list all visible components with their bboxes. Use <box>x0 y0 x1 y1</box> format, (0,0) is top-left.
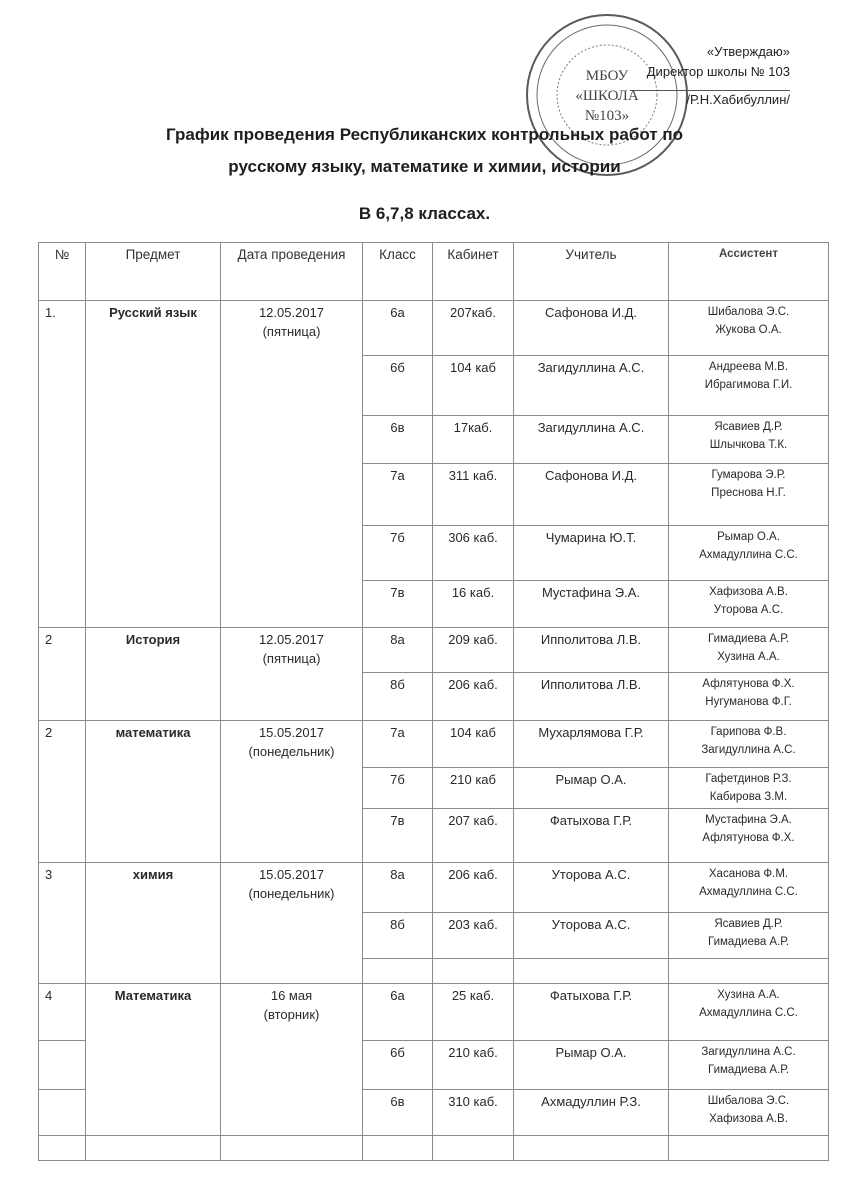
row-number: 2 <box>39 721 86 863</box>
assistant-name: Загидуллина А.С. <box>701 744 796 756</box>
empty-cell <box>669 1136 829 1161</box>
assistant-name: Гумарова Э.Р. <box>711 469 786 481</box>
teacher-cell: Фатыхова Г.Р. <box>514 984 669 1041</box>
teacher-cell: Ипполитова Л.В. <box>514 628 669 673</box>
assistant-name: Гимадиева А.Р. <box>708 1064 789 1076</box>
room-cell: 210 каб <box>433 768 514 809</box>
assistant-name: Ахмадуллина С.С. <box>699 886 798 898</box>
stamp-line-2: «ШКОЛА <box>575 88 639 104</box>
room-cell: 209 каб. <box>433 628 514 673</box>
teacher-cell: Фатыхова Г.Р. <box>514 809 669 863</box>
class-cell: 8а <box>363 628 433 673</box>
table-row <box>39 863 829 913</box>
assistants-cell <box>669 356 829 416</box>
assistant-name: Шибалова Э.С. <box>707 1095 790 1107</box>
assistant-name: Ясавиев Д.Р. <box>714 421 783 433</box>
row-number <box>39 1041 86 1090</box>
date-cell <box>221 984 363 1136</box>
room-cell: 206 каб. <box>433 863 514 913</box>
date-line: (вторник) <box>263 1007 320 1022</box>
approval-signature: /Р.Н.Хабибуллин/ <box>686 92 790 107</box>
assistant-name: Хасанова Ф.М. <box>708 868 789 880</box>
assistants-cell <box>669 959 829 984</box>
assistant-name: Андреева М.В. <box>708 361 789 373</box>
assistant-name: Уторова А.С. <box>713 604 784 616</box>
class-cell: 7в <box>363 809 433 863</box>
header-class: Класс <box>363 243 433 301</box>
teacher-cell: Ипполитова Л.В. <box>514 673 669 721</box>
assistants-cell <box>669 628 829 673</box>
assistant-name: Хафизова А.В. <box>709 1113 788 1125</box>
assistant-name: Гимадиева А.Р. <box>708 936 789 948</box>
teacher-cell: Сафонова И.Д. <box>514 464 669 526</box>
row-number: 3 <box>39 863 86 984</box>
empty-row <box>39 1136 829 1161</box>
room-cell: 207 каб. <box>433 809 514 863</box>
teacher-cell: Мустафина Э.А. <box>514 581 669 628</box>
room-cell: 306 каб. <box>433 526 514 581</box>
teacher-cell: Ахмадуллин Р.З. <box>514 1090 669 1136</box>
title-line-1: График проведения Республиканских контрольных работ по <box>165 125 683 144</box>
assistant-name: Рымар О.А. <box>717 531 780 543</box>
empty-cell <box>221 1136 363 1161</box>
teacher-cell: Мухарлямова Г.Р. <box>514 721 669 768</box>
assistant-name: Хафизова А.В. <box>709 586 788 598</box>
approval-line-1: «Утверждаю» <box>706 44 790 59</box>
class-cell: 6а <box>363 301 433 356</box>
date-cell <box>221 721 363 863</box>
empty-cell <box>433 1136 514 1161</box>
date-cell <box>221 628 363 721</box>
approval-block <box>600 42 790 110</box>
assistants-cell <box>669 863 829 913</box>
date-line: (пятница) <box>262 651 321 666</box>
date-line: (пятница) <box>262 324 321 339</box>
empty-cell <box>514 1136 669 1161</box>
empty-cell <box>363 1136 433 1161</box>
assistants-cell <box>669 984 829 1041</box>
teacher-cell: Сафонова И.Д. <box>514 301 669 356</box>
row-number: 2 <box>39 628 86 721</box>
table-row <box>39 721 829 768</box>
teacher-cell: Рымар О.А. <box>514 768 669 809</box>
class-cell: 6а <box>363 984 433 1041</box>
room-cell: 25 каб. <box>433 984 514 1041</box>
row-number: 4 <box>39 984 86 1041</box>
title-line-2: русскому языку, математике и химии, истории <box>228 157 621 176</box>
assistants-cell <box>669 1041 829 1090</box>
class-cell: 6б <box>363 356 433 416</box>
date-line: (понедельник) <box>248 744 335 759</box>
teacher-cell: Загидуллина А.С. <box>514 356 669 416</box>
room-cell <box>433 959 514 984</box>
subject-cell: химия <box>86 863 221 984</box>
assistant-name: Ахмадуллина С.С. <box>699 1007 798 1019</box>
room-cell: 207каб. <box>433 301 514 356</box>
assistant-name: Кабирова З.М. <box>709 791 788 803</box>
table-row <box>39 984 829 1041</box>
room-cell: 310 каб. <box>433 1090 514 1136</box>
assistants-cell <box>669 673 829 721</box>
date-line: 15.05.2017 <box>258 867 325 882</box>
room-cell: 104 каб <box>433 721 514 768</box>
assistants-cell <box>669 526 829 581</box>
class-cell: 6б <box>363 1041 433 1090</box>
class-cell: 7а <box>363 721 433 768</box>
assistant-name: Мустафина Э.А. <box>705 814 792 826</box>
assistant-name: Афлятунова Ф.Х. <box>702 832 795 844</box>
subject-cell: математика <box>86 721 221 863</box>
class-cell: 7а <box>363 464 433 526</box>
teacher-cell: Уторова А.С. <box>514 913 669 959</box>
subject-cell: История <box>86 628 221 721</box>
assistants-cell <box>669 913 829 959</box>
date-line: 15.05.2017 <box>258 725 325 740</box>
header-num: № <box>39 243 86 301</box>
row-number <box>39 1090 86 1136</box>
assistants-cell <box>669 464 829 526</box>
class-cell: 7в <box>363 581 433 628</box>
date-line: 16 мая <box>270 988 313 1003</box>
subject-cell: Русский язык <box>86 301 221 628</box>
assistant-name: Преснова Н.Г. <box>711 487 786 499</box>
assistant-name: Хузина А.А. <box>717 989 780 1001</box>
assistant-name: Ахмадуллина С.С. <box>699 549 798 561</box>
assistant-name: Нугуманова Ф.Г. <box>705 696 792 708</box>
assistant-name: Гимадиева А.Р. <box>708 633 789 645</box>
header-date: Дата проведения <box>221 243 363 301</box>
date-cell <box>221 863 363 984</box>
room-cell: 203 каб. <box>433 913 514 959</box>
class-cell: 8а <box>363 863 433 913</box>
assistants-cell <box>669 1090 829 1136</box>
date-cell <box>221 301 363 628</box>
assistant-name: Гарипова Ф.В. <box>710 726 787 738</box>
approval-line-2: Директор школы № 103 <box>646 64 790 79</box>
room-cell: 16 каб. <box>433 581 514 628</box>
assistant-name: Хузина А.А. <box>717 651 780 663</box>
class-cell: 6в <box>363 416 433 464</box>
teacher-cell: Чумарина Ю.Т. <box>514 526 669 581</box>
stamp-line-3: №103» <box>584 108 630 124</box>
schedule-table <box>38 242 829 1161</box>
class-cell: 8б <box>363 673 433 721</box>
room-cell: 206 каб. <box>433 673 514 721</box>
assistants-cell <box>669 721 829 768</box>
assistant-name: Ясавиев Д.Р. <box>714 918 783 930</box>
date-line: 12.05.2017 <box>258 632 325 647</box>
teacher-cell: Загидуллина А.С. <box>514 416 669 464</box>
assistants-cell <box>669 301 829 356</box>
room-cell: 210 каб. <box>433 1041 514 1090</box>
class-cell: 8б <box>363 913 433 959</box>
assistants-cell <box>669 581 829 628</box>
room-cell: 104 каб <box>433 356 514 416</box>
signature-line <box>630 90 790 91</box>
class-cell: 7б <box>363 768 433 809</box>
row-number: 1. <box>39 301 86 628</box>
header-teacher: Учитель <box>514 243 669 301</box>
header-assistant: Ассистент <box>669 243 829 301</box>
class-cell: 7б <box>363 526 433 581</box>
teacher-cell: Рымар О.А. <box>514 1041 669 1090</box>
assistant-name: Шибалова Э.С. <box>707 306 790 318</box>
assistant-name: Шлычкова Т.К. <box>709 439 788 451</box>
date-line: (понедельник) <box>248 886 335 901</box>
room-cell: 311 каб. <box>433 464 514 526</box>
header-room: Кабинет <box>433 243 514 301</box>
assistants-cell <box>669 768 829 809</box>
room-cell: 17каб. <box>433 416 514 464</box>
assistant-name: Загидуллина А.С. <box>701 1046 796 1058</box>
table-header-row <box>39 243 829 301</box>
teacher-cell <box>514 959 669 984</box>
assistants-cell <box>669 416 829 464</box>
class-cell: 6в <box>363 1090 433 1136</box>
assistants-cell <box>669 809 829 863</box>
subject-cell: Математика <box>86 984 221 1136</box>
assistant-name: Жукова О.А. <box>715 324 782 336</box>
assistant-name: Афлятунова Ф.Х. <box>702 678 795 690</box>
empty-cell <box>39 1136 86 1161</box>
class-cell <box>363 959 433 984</box>
assistant-name: Гафетдинов Р.З. <box>705 773 792 785</box>
assistant-name: Ибрагимова Г.И. <box>704 379 793 391</box>
teacher-cell: Уторова А.С. <box>514 863 669 913</box>
header-subject: Предмет <box>86 243 221 301</box>
date-line: 12.05.2017 <box>258 305 325 320</box>
stamp-line-1: МБОУ <box>585 68 629 84</box>
table-row <box>39 301 829 356</box>
title-line-3: В 6,7,8 классах. <box>358 204 491 223</box>
table-row <box>39 628 829 673</box>
empty-cell <box>86 1136 221 1161</box>
